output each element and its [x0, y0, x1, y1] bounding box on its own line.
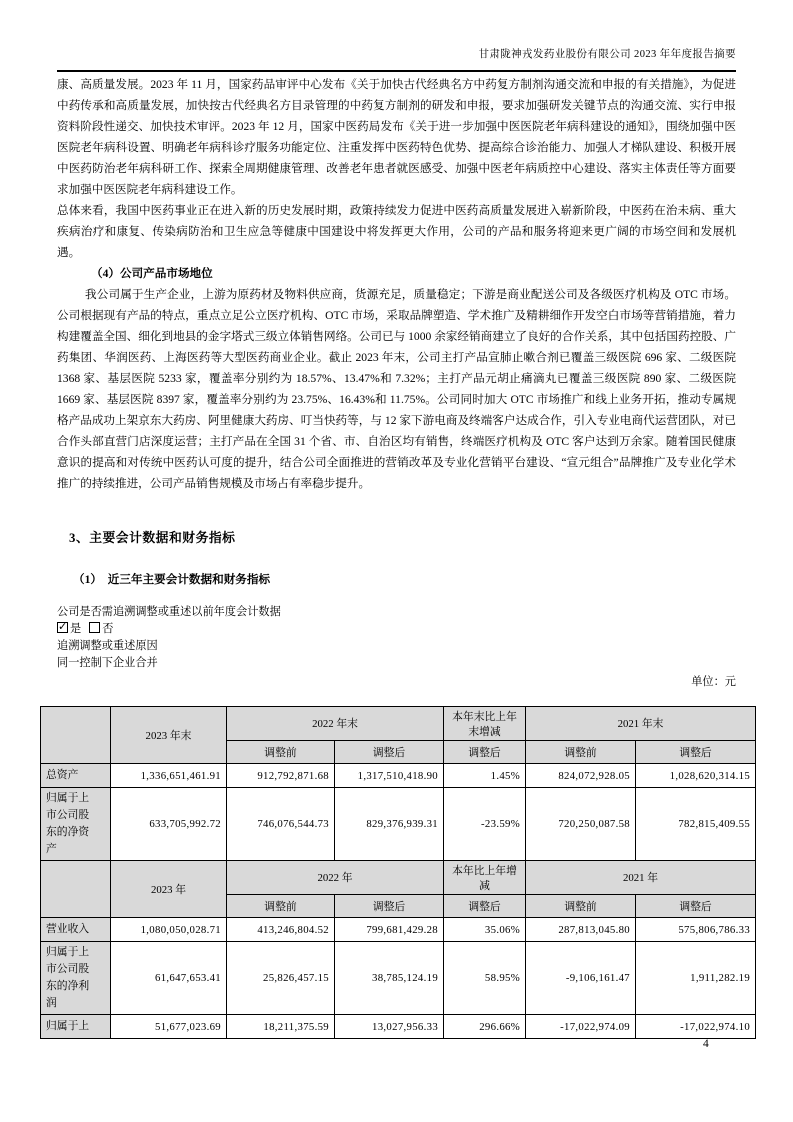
value-cell: 1,336,651,461.91	[111, 764, 227, 788]
value-cell: 58.95%	[444, 942, 526, 1015]
table-row-revenue	[41, 918, 756, 942]
value-cell: -17,022,974.10	[636, 1015, 756, 1039]
subheader-post-adjust: 调整后	[335, 895, 444, 918]
subheader-post-adjust: 调整后	[444, 895, 526, 918]
col-header-2022-yearend: 2022 年末	[227, 707, 444, 741]
value-cell: 633,705,992.72	[111, 788, 227, 861]
value-cell: 35.06%	[444, 918, 526, 942]
value-cell: 1,911,282.19	[636, 942, 756, 1015]
col-header-2023: 2023 年	[111, 861, 227, 918]
paragraph-outlook: 总体来看，我国中医药事业正在进入新的历史发展时期，政策持续发力促进中医药高质量发展进入崭新阶段，中医药在治未病、重大疾病治疗和康复、传染病防治和卫生应急等健康中国建设中将发挥更大作用，公司的产品和服务将迎来更广阔的市场空间和发展机遇。	[57, 204, 736, 259]
subheader-pre-adjust: 调整前	[227, 895, 335, 918]
value-cell: 51,677,023.69	[111, 1015, 227, 1039]
corner-cell	[41, 861, 111, 918]
restatement-reason-value: 同一控制下企业合并	[57, 657, 158, 669]
paragraph-market-position: 我公司属于生产企业，上游为原药材及物料供应商，货源充足，质量稳定；下游是商业配送公司及各级医疗机构及 OTC 市场。公司根据现有产品的特点，重点立足公立医疗机构、OTC 市场，采取品牌塑造、学术推广及精耕细作开发空白市场等营销措施，着力构建覆盖全国、细化到地县的金字塔式三级立体销售网络。公司已与 1000 余家经销商建立了良好的合作关系，其中包括国药控股、广药集团、华润医药、上海医药等大型医药商业企业。截止 2023 年末，公司主打产品宣肺止嗽合剂已覆盖三级医院 696 家、二级医院 1368 家、基层医院 5233 家，覆盖率分别约为 18.57%、13.47%和 7.32%；主打产品元胡止痛滴丸已覆盖三级医院 890 家、二级医院 1669 家、基层医院 8397 家，覆盖率分别约为 23.75%、16.43%和 11.75%。公司同时加大 OTC 市场推广和线上业务开拓，推动专属规格产品成功上架京东大药房、阿里健康大药房、叮当快药等，与 12 家下游电商及终端客户达成合作，引入专业电商代运营团队，对已合作头部直营门店深度运营；主打产品在全国 31 个省、市、自治区均有销售，终端医疗机构及 OTC 客户达到万余家。随着国民健康意识的提高和对传统中医药认可度的提升，结合公司全面推进的营销改革及专业化营销平台建设、“宣元组合”品牌推广及专业化学术推广的持续推进，公司产品销售规模及市场占有率稳步提升。	[57, 288, 736, 490]
running-header: 甘肃陇神戎发药业股份有限公司 2023 年年度报告摘要	[478, 49, 736, 60]
value-cell: 287,813,045.80	[526, 918, 636, 942]
heading-section-3-1: （1） 近三年主要会计数据和财务指标	[73, 573, 271, 586]
value-cell: 413,246,804.52	[227, 918, 335, 942]
restatement-yes-label: 是	[70, 623, 82, 635]
checkbox-checked-icon: ✓	[58, 620, 68, 633]
table-row-net-profit	[41, 942, 756, 1015]
table-row-net-assets	[41, 788, 756, 861]
row-label: 总资产	[41, 764, 111, 788]
restatement-reason-label: 追溯调整或重述原因	[57, 640, 158, 652]
restatement-block	[57, 604, 736, 672]
row-label: 营业收入	[41, 918, 111, 942]
subheader-post-adjust: 调整后	[444, 741, 526, 764]
value-cell: 575,806,786.33	[636, 918, 756, 942]
subheader-post-adjust: 调整后	[636, 895, 756, 918]
col-header-yoy: 本年比上年增减	[444, 861, 526, 895]
table-header-row-annual	[41, 861, 756, 895]
value-cell: 746,076,544.73	[227, 788, 335, 861]
heading-section-3: 3、主要会计数据和财务指标	[69, 531, 236, 545]
value-cell: 25,826,457.15	[227, 942, 335, 1015]
value-cell: 1,317,510,418.90	[335, 764, 444, 788]
value-cell: 1.45%	[444, 764, 526, 788]
value-cell: -23.59%	[444, 788, 526, 861]
value-cell: 18,211,375.59	[227, 1015, 335, 1039]
value-cell: 720,250,087.58	[526, 788, 636, 861]
value-cell: 782,815,409.55	[636, 788, 756, 861]
col-header-yoy-yearend: 本年末比上年末增减	[444, 707, 526, 741]
value-cell: 38,785,124.19	[335, 942, 444, 1015]
table-header-row-yearend	[41, 707, 756, 741]
corner-cell	[41, 707, 111, 764]
value-cell: 912,792,871.68	[227, 764, 335, 788]
table-row-total-assets	[41, 764, 756, 788]
row-label: 归属于上	[41, 1015, 111, 1039]
subheader-pre-adjust: 调整前	[526, 741, 636, 764]
value-cell: 296.66%	[444, 1015, 526, 1039]
header-rule	[57, 70, 736, 72]
heading-market-position: （4）公司产品市场地位	[91, 267, 213, 280]
paragraph-policy-continued: 康、高质量发展。2023 年 11 月，国家药品审评中心发布《关于加快古代经典名方中药复方制剂沟通交流和申报的有关措施》，为促进中药传承和高质量发展，加快按古代经典名方目录管理的中药复方制剂的研发和申报，要求加强研发关键节点的沟通交流、实行申报资料阶段性递交、加快技术审评。2023 年 12 月，国家中医药局发布《关于进一步加强中医医院老年病科建设的通知》，围绕加强中医医院老年病科设置、明确老年病科诊疗服务功能定位、注重发挥中医药特色优势、提高综合诊治能力、加强人才梯队建设、积极开展中医药防治老年病科研工作、探索全周期健康管理、改善老年患者就医感受、加强中医老年病质控中心建设、落实主体责任等方面要求加强中医医院老年病科建设工作。	[57, 78, 736, 196]
row-label: 归属于上市公司股东的净资产	[41, 788, 111, 861]
value-cell: 829,376,939.31	[335, 788, 444, 861]
value-cell: 799,681,429.28	[335, 918, 444, 942]
subheader-post-adjust: 调整后	[335, 741, 444, 764]
col-header-2022: 2022 年	[227, 861, 444, 895]
value-cell: 61,647,653.41	[111, 942, 227, 1015]
financial-indicators-table	[40, 706, 756, 1039]
restatement-no-label: 否	[102, 623, 114, 635]
subheader-pre-adjust: 调整前	[526, 895, 636, 918]
restatement-question: 公司是否需追溯调整或重述以前年度会计数据	[57, 606, 281, 618]
subheader-pre-adjust: 调整前	[227, 741, 335, 764]
table-row-truncated	[41, 1015, 756, 1039]
value-cell: 824,072,928.05	[526, 764, 636, 788]
checkbox-unchecked-icon	[89, 622, 100, 633]
subheader-post-adjust: 调整后	[636, 741, 756, 764]
value-cell: -9,106,161.47	[526, 942, 636, 1015]
unit-label: 单位：元	[691, 676, 736, 688]
page-number: 4	[703, 1038, 709, 1050]
restatement-answer	[57, 621, 736, 638]
value-cell: 1,080,050,028.71	[111, 918, 227, 942]
col-header-2023-yearend: 2023 年末	[111, 707, 227, 764]
value-cell: 1,028,620,314.15	[636, 764, 756, 788]
body-text-block	[57, 74, 736, 494]
value-cell: 13,027,956.33	[335, 1015, 444, 1039]
col-header-2021: 2021 年	[526, 861, 756, 895]
row-label: 归属于上市公司股东的净利润	[41, 942, 111, 1015]
col-header-2021-yearend: 2021 年末	[526, 707, 756, 741]
value-cell: -17,022,974.09	[526, 1015, 636, 1039]
